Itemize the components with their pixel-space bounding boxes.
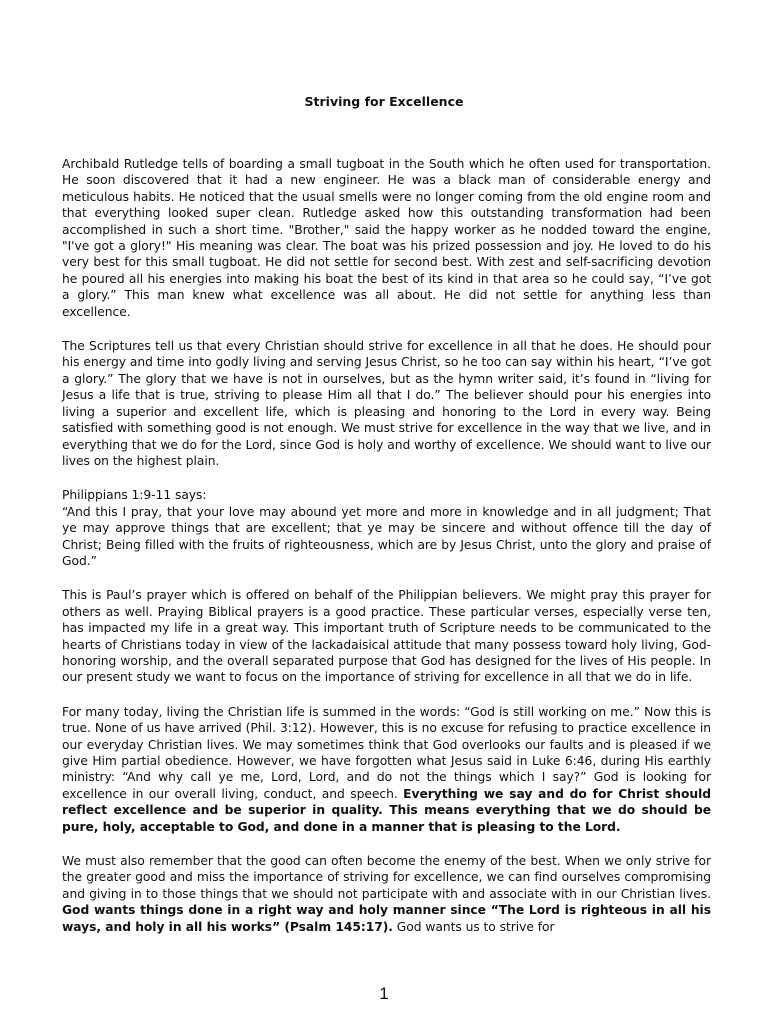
paragraph — [62, 853, 711, 935]
text-run: Philippians 1:9-11 says: “And this I pray, that your love may abound yet more and more in knowledge and in all judgment; That ye may approve things that are excellent; that ye may be sincere and without offence till the day of Christ; Being filled with the fruits of righteousness, which are by Jesus Christ, unto the glory and praise of God.” — [62, 488, 711, 568]
paragraph — [62, 704, 711, 835]
bold-text-run: Everything we say and do for Christ should reflect excellence and be superior in quality. This means everything that we do should be pure, holy, acceptable to God, and done in a manner that is pleasing to the Lord. — [62, 786, 711, 834]
text-run: The Scriptures tell us that every Christian should strive for excellence in all that he does. He should pour his energy and time into godly living and serving Jesus Christ, so he too can say within his heart, “I’ve got a glory.” The glory that we have is not in ourselves, but as the hymn writer said, it’s found in “living for Jesus a life that is true, striving to please Him all that I do.” The believer should pour his energies into living a superior and excellent life, which is pleasing and honoring to the Lord in every way. Being satisfied with something good is not enough. We must strive for excellence in the way that we live, and in everything that we do for the Lord, since God is holy and worthy of excellence. We should want to live our lives on the highest plain. — [62, 339, 711, 468]
text-run: We must also remember that the good can often become the enemy of the best. When we only strive for the greater good and miss the importance of striving for excellence, we can find ourselves compromising and giving in to those things that we should not participate with and associate with in our Christian lives. — [62, 854, 711, 901]
paragraph — [62, 587, 711, 685]
text-run: Archibald Rutledge tells of boarding a small tugboat in the South which he often used for transportation. He soon discovered that it had a new engineer. He was a black man of considerable energy and meticulous habits. He noticed that the usual smells were no longer coming from the old engine room and that everything looked super clean. Rutledge asked how this outstanding transformation had been accomplished in such a short time. "Brother," said the happy worker as he nodded toward the engine, "I've got a glory!" His meaning was clear. The boat was his prized possession and joy. He loved to do his very best for this small tugboat. He did not settle for second best. With zest and self-sacrificing devotion he poured all his energies into making his boat the best of its kind in that area so he could say, “I’ve got a glory.” This man knew what excellence was all about. He did not settle for anything less than excellence. — [62, 157, 711, 319]
document-body — [62, 156, 711, 953]
page-title: Striving for Excellence — [304, 94, 464, 109]
bold-text-run: God wants things done in a right way and holy manner since “The Lord is righteous in all his ways, and holy in all his works” (Psalm 145:17). — [62, 903, 711, 934]
page-number: 1 — [379, 984, 389, 1003]
paragraph — [62, 338, 711, 469]
text-run: For many today, living the Christian life is summed in the words: “God is still working on me.” Now this is true. None of us have arrived (Phil. 3:12). However, this is no excuse for refusing to practice excellence in our everyday Christian lives. We may sometimes think that God overlooks our faults and is pleased if we give Him partial obedience. However, we have forgotten what Jesus said in Luke 6:46, during His earthly ministry: “And why call ye me, Lord, Lord, and do not the things which I say?” God is looking for excellence in our overall living, conduct, and speech. — [62, 704, 711, 801]
text-run: This is Paul’s prayer which is offered on behalf of the Philippian believers. We might pray this prayer for others as well. Praying Biblical prayers is a good practice. These particular verses, especially verse ten, has impacted my life in a great way. This important truth of Scripture needs to be communicated to the hearts of Christians today in view of the lackadaisical attitude that many possess toward holy living, God-honoring worship, and the overall separated purpose that God has designed for the lives of His people. In our present study we want to focus on the importance of striving for excellence in all that we do in life. — [62, 588, 711, 685]
text-run: God wants us to strive for — [392, 919, 555, 934]
paragraph — [62, 156, 711, 320]
paragraph — [62, 487, 711, 569]
